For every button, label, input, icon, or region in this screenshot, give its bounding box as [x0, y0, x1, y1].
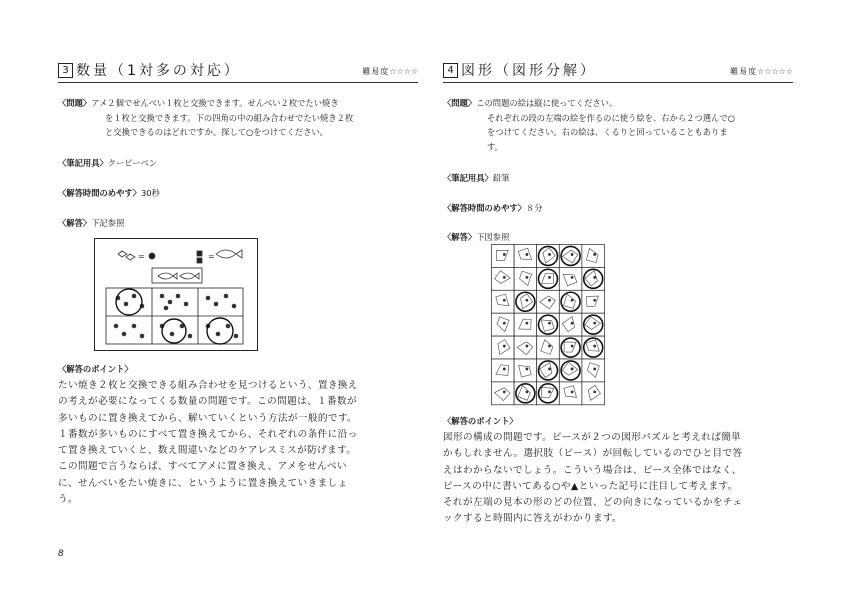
figure-mark — [526, 299, 529, 302]
figure-cell — [537, 313, 560, 336]
figure-cell — [537, 245, 560, 268]
figure-cell — [559, 336, 582, 359]
figure-mark — [526, 390, 529, 393]
figure-mark — [503, 322, 506, 325]
figure-cell — [492, 359, 515, 382]
figure-mark — [548, 368, 551, 371]
figure-cell — [492, 382, 515, 405]
figure-cell — [514, 290, 537, 313]
right-header-rule — [443, 82, 793, 83]
figure-mark — [571, 368, 574, 371]
figure-cell — [537, 382, 560, 405]
figure-cell — [514, 267, 537, 290]
figure-cell — [537, 336, 560, 359]
figure-cell — [559, 382, 582, 405]
figure-cell — [514, 245, 537, 268]
figure-cell — [582, 245, 605, 268]
figure-cell — [559, 267, 582, 290]
figure-cell — [492, 313, 515, 336]
figure-mark — [503, 345, 506, 348]
figure-mark — [503, 253, 506, 256]
left-section-title: 数量（1対多の対応） — [76, 63, 241, 79]
figure-mark — [593, 299, 596, 302]
left-header — [58, 60, 418, 82]
right-difficulty: 難易度☆☆☆☆☆ — [730, 67, 793, 76]
figure-mark — [593, 368, 596, 371]
right-header — [443, 60, 793, 82]
figure-cell — [537, 359, 560, 382]
right-tools: 〈筆記用具〉鉛筆 — [443, 173, 510, 183]
figure-mark — [548, 345, 551, 348]
left-difficulty: 難易度☆☆☆☆ — [362, 67, 418, 76]
right-difficulty-stars: ☆☆☆☆☆ — [757, 67, 793, 76]
right-points-label: 〈解答のポイント〉 — [443, 416, 518, 426]
right-points: 図形の構成の問題です。ピースが２つの図形パズルと考えれば簡単 かもしれません。選択肢（ピース）が回転しているのでひと目で答 えはわからないでしょう。こういう場合は、ピース全体ではなく、 ピースの中に書いてある○や▲といった記号に注目して考えます。 それが左端の見本の形のどの位置、どの向きになっているかをチェ ックすると時間内に答えがわかります。 — [443, 432, 743, 525]
right-time: 〈解答時間のめやす〉８分 — [443, 203, 543, 213]
figure-mark — [526, 322, 529, 325]
figure-mark — [571, 253, 574, 256]
figure-mark — [548, 253, 551, 256]
figure-mark — [593, 345, 596, 348]
left-points: たい焼き２枚と交換できる組み合わせを見つけるという、置き換え の考えが必要になってくる数量の問題です。この問題は、１番数が 多いものに置き換えてから、解いていくという方法が一般的です。 １番数が多いものにすべて置き換えてから、それぞれの条件に沿っ て置き換えていくと、数え間違いなどのケアレスミスが防げます。 この問題で言うならば、すべてアメに置き換え、アメをせんべい に、せんべいをたい焼きに、というように置き換えていきましょ う。 — [58, 380, 358, 506]
figure-mark — [571, 390, 574, 393]
figure-mark — [571, 345, 574, 348]
figure-mark — [548, 299, 551, 302]
figure-mark — [571, 299, 574, 302]
figure-mark — [526, 276, 529, 279]
figure-mark — [503, 299, 506, 302]
figure-mark — [526, 368, 529, 371]
figure-cell — [582, 359, 605, 382]
right-answer-figure — [491, 244, 605, 406]
figure-mark — [526, 345, 529, 348]
figure-cell — [492, 290, 515, 313]
figure-cell — [537, 267, 560, 290]
left-points-label: 〈解答のポイント〉 — [58, 364, 133, 374]
figure-mark — [571, 276, 574, 279]
figure-mark — [526, 253, 529, 256]
figure-mark — [593, 276, 596, 279]
figure-cell — [492, 245, 515, 268]
figure-mark — [593, 322, 596, 325]
figure-mark — [503, 276, 506, 279]
svg-text:=: = — [208, 252, 215, 261]
figure-cell — [492, 336, 515, 359]
svg-text:=: = — [138, 252, 145, 261]
figure-cell — [514, 313, 537, 336]
left-answer-figure — [94, 238, 258, 351]
figure-cell — [514, 359, 537, 382]
figure-cell — [582, 336, 605, 359]
right-answer: 〈解答〉下図参照 — [443, 232, 510, 242]
figure-mark — [593, 390, 596, 393]
page-number: 8 — [58, 549, 64, 559]
figure-cell — [582, 382, 605, 405]
left-header-rule — [58, 82, 418, 83]
left-question: 〈問題〉アメ２個でせんべい１枚と交換できます。せんべい２枚でたい焼き を１枚と交換できます。下の四角の中の組み合わせでたい焼き２枚 と交換できるのはどれですか。探して○をつけてください。 — [58, 98, 354, 138]
figure-mark — [571, 322, 574, 325]
figure-mark — [593, 253, 596, 256]
left-answer: 〈解答〉下記参照 — [58, 218, 125, 228]
left-time: 〈解答時間のめやす〉30秒 — [58, 188, 160, 198]
figure-cell — [582, 290, 605, 313]
figure-cell — [559, 290, 582, 313]
right-section-number: 4 — [443, 63, 458, 78]
figure-mark — [548, 390, 551, 393]
figure-mark — [548, 322, 551, 325]
left-tools: 〈筆記用具〉クーピーペン — [58, 158, 158, 168]
figure-mark — [503, 368, 506, 371]
left-section-number: 3 — [58, 63, 73, 78]
figure-mark — [503, 390, 506, 393]
figure-cell — [514, 382, 537, 405]
right-section-title: 図形（図形分解） — [461, 63, 597, 79]
right-question: 〈問題〉この問題の絵は縦に使ってください。 それぞれの段の左端の絵を作るのに使う絵を、右から２つ選んで○ をつけてください。右の絵は、くるりと回っていることもありま す。 — [443, 98, 735, 152]
figure-mark — [548, 276, 551, 279]
left-difficulty-stars: ☆☆☆☆ — [389, 67, 418, 76]
